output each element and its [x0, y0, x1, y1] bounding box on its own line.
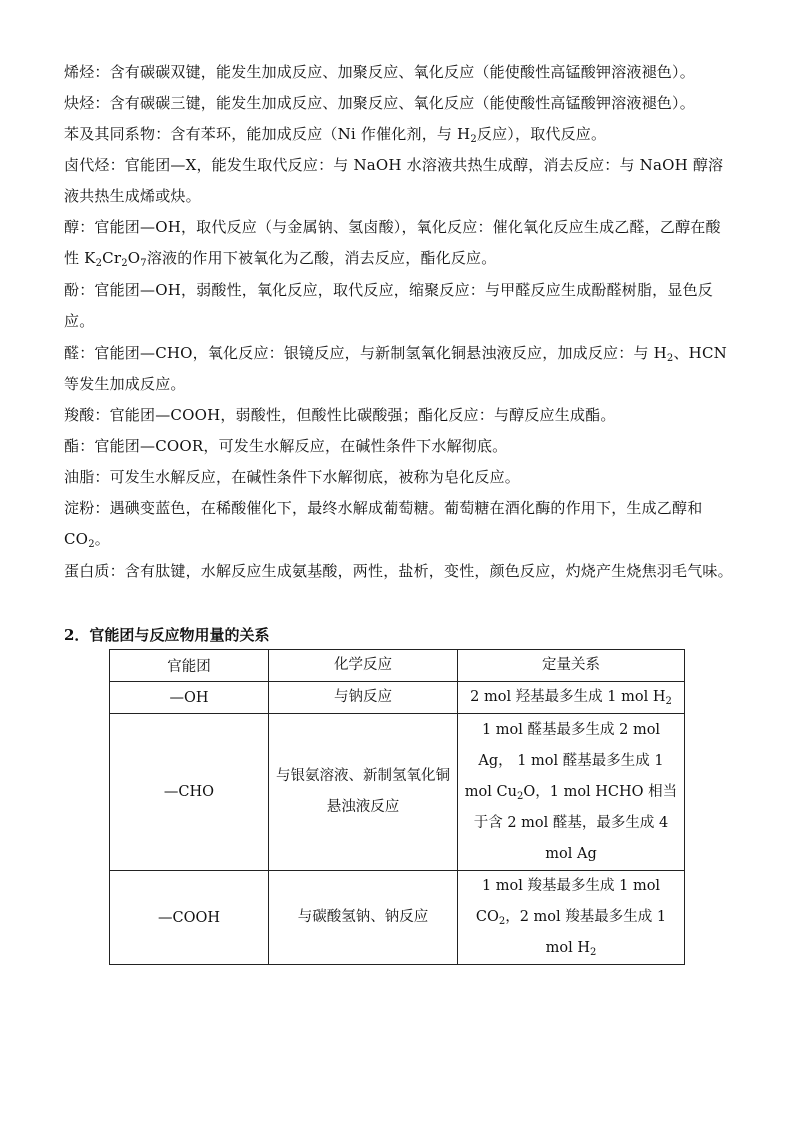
reaction-cell: 与钠反应 — [269, 682, 458, 714]
header-cell: 官能团 — [110, 650, 269, 682]
paragraph-fat-text: 油脂：可发生水解反应，在碱性条件下水解彻底，被称为皂化反应。 — [64, 468, 521, 486]
text-part: 醛：官能团—CHO，氧化反应：银镜反应，与新制氢氧化铜悬浊液反应，加成反应：与 H — [64, 344, 667, 362]
text-part: Cr — [102, 249, 122, 267]
paragraph-alkene — [64, 57, 734, 88]
paragraph-carboxylic-acid — [64, 400, 734, 431]
subscript: 2 — [666, 353, 674, 364]
subscript: 2 — [516, 790, 524, 802]
text-part: O，1 mol HCHO 相当于含 2 mol 醛基，最多生成 4 mol Ag — [473, 783, 678, 862]
reaction-cell: 与银氨溶液、新制氢氧化铜悬浊液反应 — [269, 714, 458, 871]
paragraph-acid-text: 羧酸：官能团—COOH，弱酸性，但酸性比碳酸强；酯化反应：与醇反应生成酯。 — [64, 406, 616, 424]
group-cell: —OH — [110, 682, 269, 714]
table-header-row — [110, 650, 685, 682]
subscript: 2 — [665, 696, 672, 707]
quantity-cell — [458, 682, 685, 714]
quantity-cell — [458, 714, 685, 871]
paragraph-haloalkane — [64, 150, 734, 212]
text-part: 、HCN 等发生加成反应。 — [64, 344, 727, 393]
paragraph-aldehyde — [64, 338, 734, 400]
subscript: 2 — [470, 134, 477, 145]
reaction-cell: 与碳酸氢钠、钠反应 — [269, 871, 458, 965]
group-cell: —COOH — [110, 871, 269, 965]
subscript: 2 — [121, 258, 128, 269]
table-row — [110, 871, 685, 965]
paragraph-benzene — [64, 119, 734, 150]
text-part: 溶液的作用下被氧化为乙酸，消去反应，酯化反应。 — [146, 249, 497, 267]
paragraph-alkyne-text: 炔烃：含有碳碳三键，能发生加成反应、加聚反应、氧化反应（能使酸性高锰酸钾溶液褪色）。 — [64, 94, 695, 112]
text-part: 。 — [94, 530, 110, 548]
paragraph-ester — [64, 431, 734, 462]
quantity-cell — [458, 871, 685, 965]
paragraph-protein — [64, 556, 734, 587]
functional-group-table — [109, 649, 685, 965]
subscript: 2 — [95, 258, 103, 269]
text-part: 1 mol 醛基最多生成 2 mol Ag， 1 mol 醛基最多生成 1 mol Cu — [464, 721, 664, 800]
paragraph-phenol-text: 酚：官能团—OH，弱酸性，氧化反应，取代反应，缩聚反应：与甲醛反应生成酚醛树脂，显色反应。 — [64, 281, 713, 330]
paragraph-alkene-text: 烯烃：含有碳碳双键，能发生加成反应、加聚反应、氧化反应（能使酸性高锰酸钾溶液褪色）。 — [64, 63, 695, 81]
paragraph-protein-text: 蛋白质：含有肽键，水解反应生成氨基酸，两性，盐析，变性，颜色反应，灼烧产生烧焦羽毛气味。 — [64, 562, 733, 580]
section-heading: 2．官能团与反应物用量的关系 — [64, 626, 270, 644]
paragraph-fat — [64, 462, 734, 493]
subscript: 2 — [498, 916, 506, 927]
header-cell: 化学反应 — [269, 650, 458, 682]
text-part: 反应），取代反应。 — [476, 125, 607, 143]
text-part: 醇：官能团—OH，取代反应（与金属钠、氢卤酸），氧化反应：催化氧化反应生成乙醛，乙醇在酸性 K — [64, 218, 721, 267]
header-cell: 定量关系 — [458, 650, 685, 682]
group-cell: —CHO — [110, 714, 269, 871]
paragraph-alkyne — [64, 88, 734, 119]
text-part: ，2 mol 羧基最多生成 1 mol H — [505, 909, 667, 956]
text-part: 2 mol 羟基最多生成 1 mol H — [470, 689, 666, 705]
subscript: 2 — [590, 947, 597, 958]
text-part: 1 mol 羧基最多生成 1 mol CO — [475, 878, 661, 925]
paragraph-ester-text: 酯：官能团—COOR，可发生水解反应，在碱性条件下水解彻底。 — [64, 437, 508, 455]
paragraph-phenol — [64, 275, 734, 337]
subscript: 7 — [140, 258, 147, 269]
subscript: 2 — [88, 539, 95, 550]
table-row — [110, 714, 685, 871]
text-part: O — [127, 249, 141, 267]
paragraph-alcohol — [64, 212, 734, 274]
table-row — [110, 682, 685, 714]
paragraph-haloalkane-text: 卤代烃：官能团—X，能发生取代反应：与 NaOH 水溶液共热生成醇，消去反应：与 NaOH 醇溶液共热生成烯或炔。 — [64, 156, 724, 205]
text-part: 淀粉：遇碘变蓝色，在稀酸催化下，最终水解成葡萄糖。葡萄糖在酒化酶的作用下，生成乙醇和 CO — [64, 499, 703, 548]
text-part: 苯及其同系物：含有苯环，能加成反应（Ni 作催化剂，与 H — [64, 125, 471, 143]
paragraph-starch — [64, 493, 734, 555]
